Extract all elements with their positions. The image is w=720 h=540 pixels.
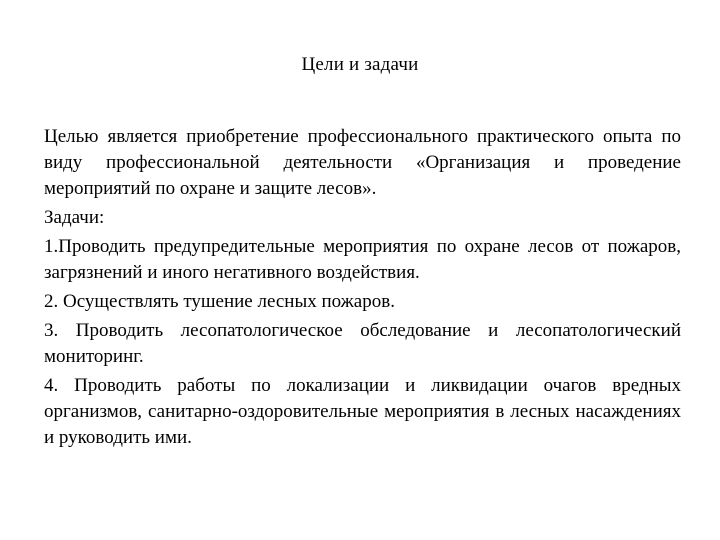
task-item-4: 4. Проводить работы по локализации и ликвидации очагов вредных организмов, санитарно-оздоровительные мероприятия в лесных насаждениях и руководить ими. <box>44 375 681 448</box>
goal-paragraph: Целью является приобретение профессионального практического опыта по виду профессиональной деятельности «Организация и проведение мероприятий по охране и защите лесов». <box>44 126 681 199</box>
tasks-heading: Задачи: <box>44 207 105 228</box>
slide-title: Цели и задачи <box>301 54 419 75</box>
task-item-2: 2. Осуществлять тушение лесных пожаров. <box>44 291 395 312</box>
task-item-1: 1.Проводить предупредительные мероприятия по охране лесов от пожаров, загрязнений и иного негативного воздействия. <box>44 236 681 283</box>
task-item-3: 3. Проводить лесопатологическое обследование и лесопатологический мониторинг. <box>44 320 681 367</box>
slide-body <box>44 124 681 454</box>
